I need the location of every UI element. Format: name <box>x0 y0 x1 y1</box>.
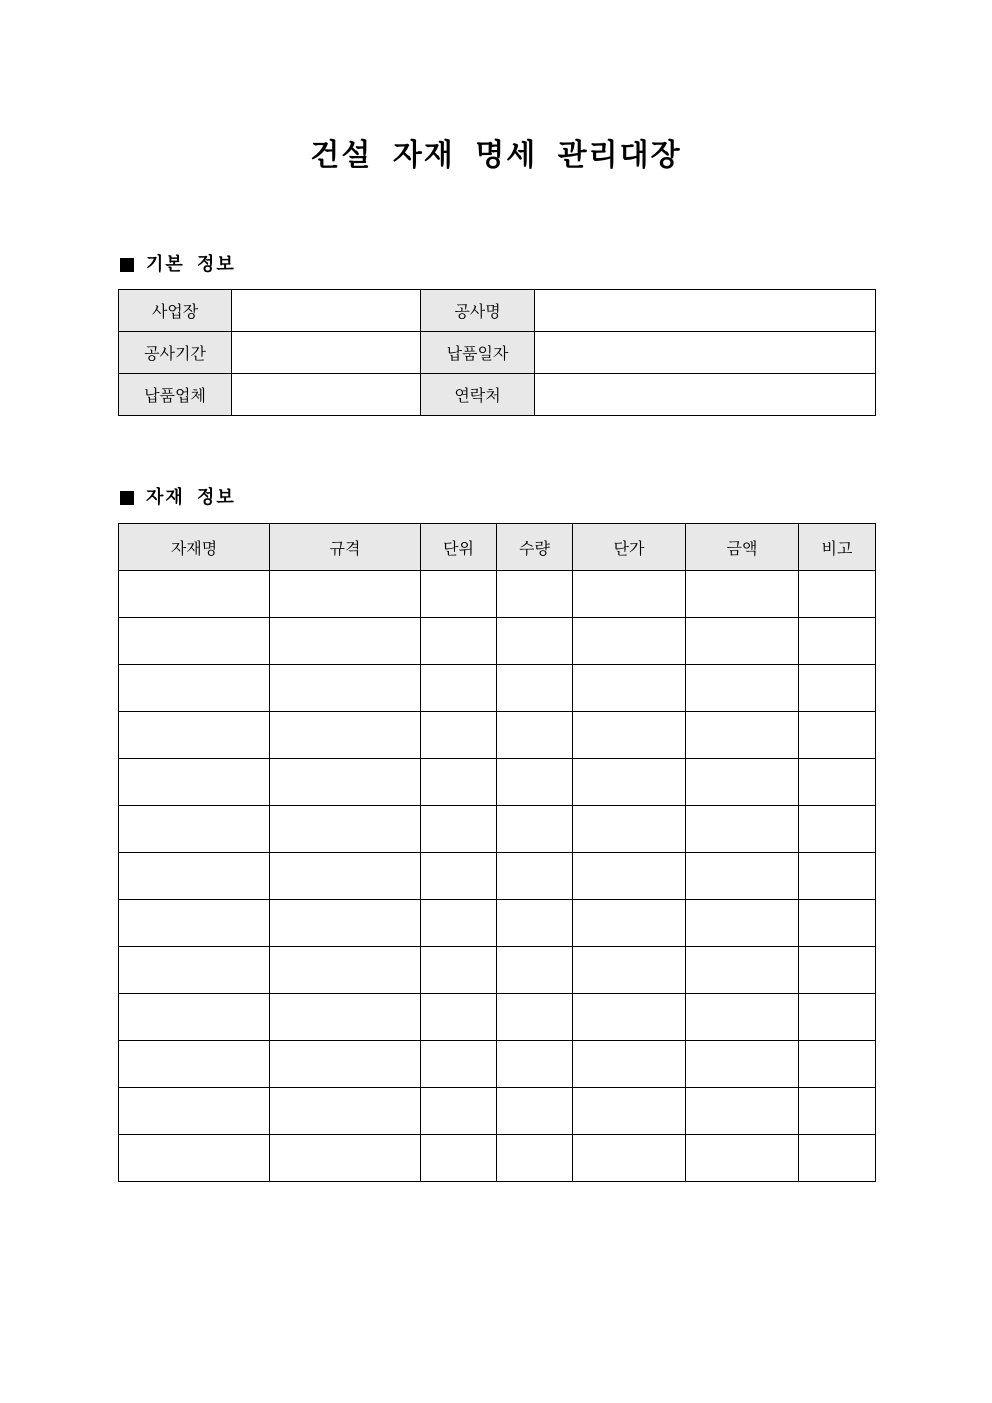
cell-quantity[interactable] <box>497 1041 573 1088</box>
table-row <box>119 712 876 759</box>
material-info-table <box>118 523 876 1182</box>
basic-info-row <box>119 290 876 332</box>
cell-material-name[interactable] <box>119 853 270 900</box>
cell-unit[interactable] <box>421 806 497 853</box>
cell-remarks[interactable] <box>799 665 876 712</box>
cell-material-name[interactable] <box>119 1041 270 1088</box>
cell-unit-price[interactable] <box>573 853 686 900</box>
cell-quantity[interactable] <box>497 1135 573 1182</box>
cell-specification[interactable] <box>270 900 421 947</box>
cell-unit-price[interactable] <box>573 1088 686 1135</box>
cell-quantity[interactable] <box>497 571 573 618</box>
table-row <box>119 947 876 994</box>
value-contact[interactable] <box>535 374 876 416</box>
cell-material-name[interactable] <box>119 1088 270 1135</box>
cell-quantity[interactable] <box>497 712 573 759</box>
square-bullet-icon <box>120 491 134 505</box>
column-header-unit-price: 단가 <box>573 524 686 571</box>
value-site[interactable] <box>232 290 421 332</box>
cell-specification[interactable] <box>270 759 421 806</box>
table-row <box>119 1041 876 1088</box>
cell-specification[interactable] <box>270 1041 421 1088</box>
section-heading-material-info <box>118 486 236 510</box>
table-row <box>119 571 876 618</box>
cell-remarks[interactable] <box>799 712 876 759</box>
cell-specification[interactable] <box>270 994 421 1041</box>
column-header-unit: 단위 <box>421 524 497 571</box>
cell-unit[interactable] <box>421 759 497 806</box>
column-header-material-name: 자재명 <box>119 524 270 571</box>
table-row <box>119 853 876 900</box>
cell-material-name[interactable] <box>119 665 270 712</box>
value-project-name[interactable] <box>535 290 876 332</box>
cell-specification[interactable] <box>270 618 421 665</box>
table-row <box>119 759 876 806</box>
cell-unit[interactable] <box>421 665 497 712</box>
cell-unit-price[interactable] <box>573 571 686 618</box>
column-header-quantity: 수량 <box>497 524 573 571</box>
cell-specification[interactable] <box>270 665 421 712</box>
cell-specification[interactable] <box>270 571 421 618</box>
cell-amount[interactable] <box>686 900 799 947</box>
cell-amount[interactable] <box>686 1135 799 1182</box>
table-row <box>119 900 876 947</box>
cell-specification[interactable] <box>270 1135 421 1182</box>
label-contact: 연락처 <box>421 374 535 416</box>
cell-unit-price[interactable] <box>573 712 686 759</box>
cell-quantity[interactable] <box>497 759 573 806</box>
cell-quantity[interactable] <box>497 947 573 994</box>
cell-remarks[interactable] <box>799 994 876 1041</box>
cell-unit[interactable] <box>421 712 497 759</box>
cell-material-name[interactable] <box>119 571 270 618</box>
cell-unit-price[interactable] <box>573 994 686 1041</box>
cell-material-name[interactable] <box>119 806 270 853</box>
table-row <box>119 1135 876 1182</box>
cell-unit[interactable] <box>421 947 497 994</box>
cell-remarks[interactable] <box>799 759 876 806</box>
label-project-name: 공사명 <box>421 290 535 332</box>
cell-unit-price[interactable] <box>573 806 686 853</box>
cell-unit[interactable] <box>421 1135 497 1182</box>
cell-material-name[interactable] <box>119 712 270 759</box>
table-header-row <box>119 524 876 571</box>
cell-remarks[interactable] <box>799 853 876 900</box>
cell-unit-price[interactable] <box>573 759 686 806</box>
cell-remarks[interactable] <box>799 947 876 994</box>
cell-specification[interactable] <box>270 853 421 900</box>
cell-amount[interactable] <box>686 994 799 1041</box>
cell-amount[interactable] <box>686 665 799 712</box>
cell-specification[interactable] <box>270 712 421 759</box>
value-delivery-date[interactable] <box>535 332 876 374</box>
table-row <box>119 1088 876 1135</box>
section-heading-text: 기본 정보 <box>146 254 236 275</box>
cell-amount[interactable] <box>686 618 799 665</box>
cell-amount[interactable] <box>686 1041 799 1088</box>
cell-amount[interactable] <box>686 853 799 900</box>
cell-material-name[interactable] <box>119 900 270 947</box>
cell-remarks[interactable] <box>799 1135 876 1182</box>
table-row <box>119 994 876 1041</box>
cell-unit[interactable] <box>421 900 497 947</box>
cell-specification[interactable] <box>270 1088 421 1135</box>
cell-material-name[interactable] <box>119 947 270 994</box>
cell-specification[interactable] <box>270 806 421 853</box>
cell-amount[interactable] <box>686 571 799 618</box>
value-construction-period[interactable] <box>232 332 421 374</box>
cell-unit[interactable] <box>421 853 497 900</box>
cell-unit-price[interactable] <box>573 900 686 947</box>
cell-quantity[interactable] <box>497 900 573 947</box>
value-supplier[interactable] <box>232 374 421 416</box>
cell-material-name[interactable] <box>119 1135 270 1182</box>
cell-amount[interactable] <box>686 806 799 853</box>
cell-quantity[interactable] <box>497 994 573 1041</box>
cell-remarks[interactable] <box>799 618 876 665</box>
cell-material-name[interactable] <box>119 994 270 1041</box>
cell-quantity[interactable] <box>497 665 573 712</box>
cell-material-name[interactable] <box>119 618 270 665</box>
label-construction-period: 공사기간 <box>119 332 232 374</box>
cell-unit[interactable] <box>421 571 497 618</box>
cell-quantity[interactable] <box>497 853 573 900</box>
page-title: 건설 자재 명세 관리대장 <box>310 138 682 173</box>
section-heading-basic-info <box>118 253 236 277</box>
cell-material-name[interactable] <box>119 759 270 806</box>
cell-amount[interactable] <box>686 1088 799 1135</box>
table-row <box>119 665 876 712</box>
cell-amount[interactable] <box>686 947 799 994</box>
cell-amount[interactable] <box>686 759 799 806</box>
cell-quantity[interactable] <box>497 618 573 665</box>
cell-unit-price[interactable] <box>573 947 686 994</box>
cell-remarks[interactable] <box>799 1088 876 1135</box>
column-header-remarks: 비고 <box>799 524 876 571</box>
cell-remarks[interactable] <box>799 571 876 618</box>
basic-info-row <box>119 332 876 374</box>
cell-remarks[interactable] <box>799 1041 876 1088</box>
cell-specification[interactable] <box>270 947 421 994</box>
cell-unit[interactable] <box>421 1041 497 1088</box>
cell-unit[interactable] <box>421 994 497 1041</box>
cell-remarks[interactable] <box>799 806 876 853</box>
cell-unit-price[interactable] <box>573 618 686 665</box>
cell-unit-price[interactable] <box>573 1135 686 1182</box>
table-row <box>119 618 876 665</box>
cell-unit-price[interactable] <box>573 665 686 712</box>
cell-unit[interactable] <box>421 1088 497 1135</box>
square-bullet-icon <box>120 258 134 272</box>
column-header-specification: 규격 <box>270 524 421 571</box>
basic-info-row <box>119 374 876 416</box>
column-header-amount: 금액 <box>686 524 799 571</box>
cell-unit[interactable] <box>421 618 497 665</box>
section-heading-text: 자재 정보 <box>146 487 236 508</box>
label-supplier: 납품업체 <box>119 374 232 416</box>
label-site: 사업장 <box>119 290 232 332</box>
basic-info-table <box>118 289 876 416</box>
cell-quantity[interactable] <box>497 806 573 853</box>
cell-remarks[interactable] <box>799 900 876 947</box>
cell-unit-price[interactable] <box>573 1041 686 1088</box>
cell-amount[interactable] <box>686 712 799 759</box>
table-row <box>119 806 876 853</box>
cell-quantity[interactable] <box>497 1088 573 1135</box>
label-delivery-date: 납품일자 <box>421 332 535 374</box>
